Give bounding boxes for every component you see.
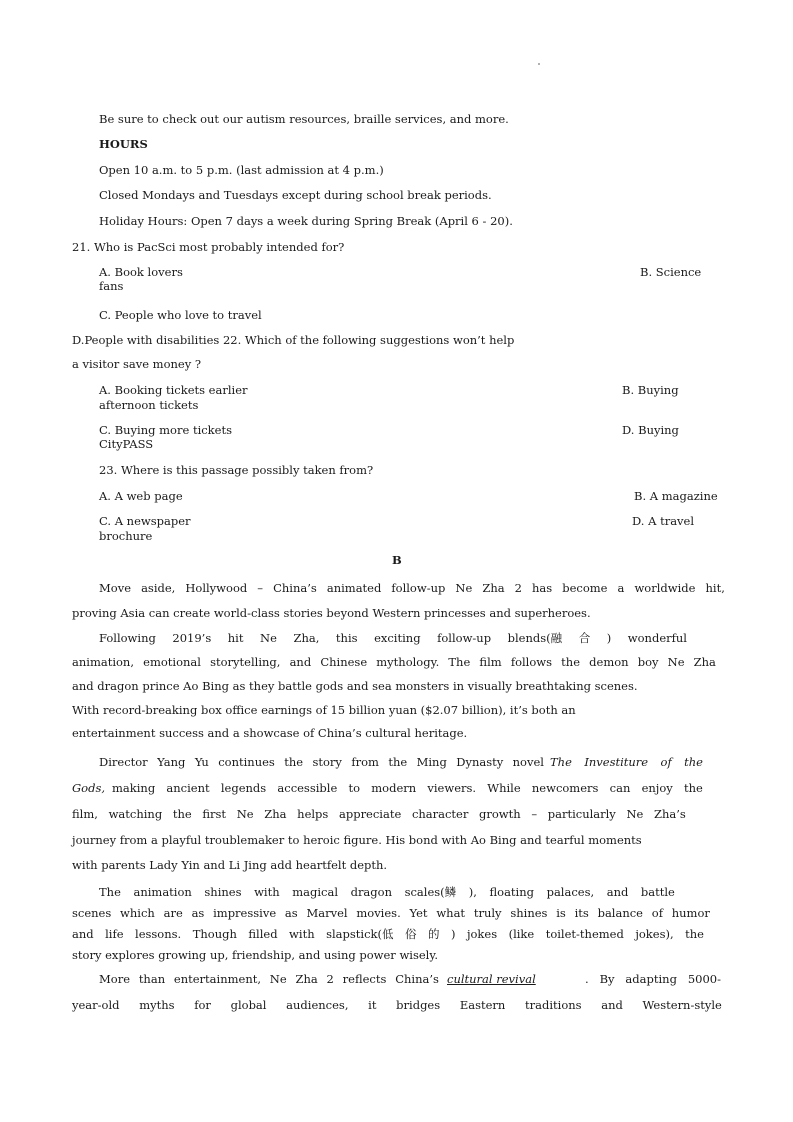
word: it	[368, 998, 377, 1012]
q22-stem-cont: a visitor save money ?	[72, 357, 202, 371]
word: The	[99, 885, 121, 899]
word: 2	[514, 581, 522, 595]
q21-option-a: A. Book lovers	[99, 265, 183, 279]
word: .	[585, 972, 589, 986]
word: impressive	[213, 906, 277, 920]
word: Ne	[269, 972, 287, 986]
word: The	[448, 655, 471, 669]
word: bridges	[396, 998, 441, 1012]
word: continues	[218, 755, 275, 769]
word: dragon	[350, 885, 392, 899]
word: 合	[578, 631, 591, 645]
q22-option-a: A. Booking tickets earlier	[99, 383, 248, 397]
word: the	[284, 755, 304, 769]
p5-line-1-after	[585, 972, 721, 986]
word: hit,	[705, 581, 725, 595]
scan-speck	[538, 63, 540, 65]
word: as	[284, 906, 298, 920]
p3-book-title-part-1	[550, 755, 703, 769]
word: film	[479, 655, 502, 669]
word: a	[617, 581, 625, 595]
word: Hollywood	[185, 581, 248, 595]
word: filled	[248, 927, 278, 941]
word: what	[436, 906, 466, 920]
word: the	[172, 807, 192, 821]
word: novel	[512, 755, 544, 769]
word: 的	[427, 927, 440, 941]
word: Yang	[157, 755, 186, 769]
q23-option-d-wrap: brochure	[99, 529, 153, 543]
word: slapstick(低	[326, 927, 394, 941]
word: first	[202, 807, 227, 821]
word: the	[561, 655, 581, 669]
word: shines	[510, 906, 548, 920]
word: Ne	[260, 631, 277, 645]
word: story	[312, 755, 342, 769]
word: audiences,	[286, 998, 349, 1012]
q23-stem: 23. Where is this passage possibly taken from?	[99, 463, 374, 477]
q23-option-a: A. A web page	[99, 489, 183, 503]
word: year-old	[72, 998, 120, 1012]
word: movies.	[356, 906, 401, 920]
word: toilet-themed	[545, 927, 624, 941]
closed-days-line: Closed Mondays and Tuesdays except during school break periods.	[99, 188, 492, 202]
word: adapting	[625, 972, 677, 986]
word: character	[411, 807, 469, 821]
section-b-heading: B	[392, 553, 402, 567]
word: as	[191, 906, 205, 920]
word: accessible	[277, 781, 338, 795]
word: watching	[108, 807, 163, 821]
q21-option-b-wrap: fans	[99, 279, 124, 293]
word: with	[254, 885, 280, 899]
word: than	[138, 972, 166, 986]
q22-option-b: B. Buying	[622, 383, 679, 397]
word: follows	[510, 655, 553, 669]
word: Chinese	[320, 655, 368, 669]
word: making	[112, 781, 156, 795]
word: truly	[473, 906, 502, 920]
word: the	[388, 755, 408, 769]
q23-option-d: D. A travel	[632, 514, 695, 528]
word: the	[684, 755, 703, 769]
word: By	[599, 972, 615, 986]
word: lessons.	[135, 927, 182, 941]
word: Zha	[264, 807, 287, 821]
word: follow-up	[437, 631, 492, 645]
word: with	[289, 927, 315, 941]
p4-line-4: story explores growing up, friendship, and using power wisely.	[72, 948, 438, 962]
word: palaces,	[546, 885, 595, 899]
p4-line-3	[72, 927, 704, 941]
q22-option-c: C. Buying more tickets	[99, 423, 232, 437]
word: life	[105, 927, 124, 941]
word: balance	[597, 906, 643, 920]
word: Dynasty	[456, 755, 504, 769]
word: exciting	[374, 631, 421, 645]
word: )	[606, 631, 612, 645]
word: floating	[489, 885, 534, 899]
q22-option-b-wrap: afternoon tickets	[99, 398, 199, 412]
word: Move	[99, 581, 132, 595]
p3-line-3	[72, 807, 686, 821]
word: viewers.	[427, 781, 477, 795]
word: its	[574, 906, 589, 920]
word: for	[194, 998, 211, 1012]
p5-line-1-before	[99, 972, 439, 986]
word: Yu	[194, 755, 209, 769]
word: ),	[468, 885, 477, 899]
word: and	[601, 998, 623, 1012]
word: follow-up	[391, 581, 446, 595]
word: hit	[227, 631, 244, 645]
word: 俗	[404, 927, 417, 941]
word: demon	[589, 655, 629, 669]
word: enjoy	[641, 781, 673, 795]
word: More	[99, 972, 131, 986]
word: (like	[508, 927, 535, 941]
word: can	[609, 781, 631, 795]
word: 2	[326, 972, 334, 986]
p2-line-4: With record-breaking box office earnings of 15 billion yuan ($2.07 billion), it’s both an	[72, 703, 576, 717]
word: Zha,	[293, 631, 320, 645]
word: helps	[297, 807, 329, 821]
word: humor	[671, 906, 710, 920]
p3-line-1-text	[99, 755, 544, 769]
p3-book-title-part-2: Gods,	[72, 781, 106, 795]
p3-line-5: with parents Lady Yin and Li Jing add heartfelt depth.	[72, 858, 388, 872]
word: and	[72, 927, 94, 941]
q21-option-b: B. Science	[640, 265, 702, 279]
word: The	[550, 755, 572, 769]
p3-line-4: journey from a playful troublemaker to heroic figure. His bond with Ao Bing and tearful moments	[72, 833, 642, 847]
q22-option-d: D. Buying	[622, 423, 679, 437]
word: wonderful	[627, 631, 687, 645]
word: growth	[479, 807, 521, 821]
p2-line-1	[99, 631, 687, 645]
word: Investiture	[584, 755, 649, 769]
word: modern	[371, 781, 417, 795]
word: animation	[133, 885, 192, 899]
word: legends	[220, 781, 267, 795]
word: and	[606, 885, 629, 899]
word: Ming	[416, 755, 447, 769]
word: is	[556, 906, 566, 920]
word: Ne	[236, 807, 254, 821]
word: Ne	[455, 581, 473, 595]
resources-line: Be sure to check out our autism resources, braille services, and more.	[99, 112, 509, 126]
word: magical	[292, 885, 338, 899]
word: jokes),	[635, 927, 674, 941]
word: film,	[72, 807, 98, 821]
word: newcomers	[531, 781, 599, 795]
word: Ne	[626, 807, 644, 821]
word: entertainment,	[173, 972, 261, 986]
p4-line-1	[99, 885, 675, 899]
word: aside,	[141, 581, 176, 595]
word: to	[348, 781, 361, 795]
word: While	[487, 781, 521, 795]
word: has	[532, 581, 553, 595]
p2-line-2	[72, 655, 716, 669]
word: mythology.	[376, 655, 440, 669]
word: animated	[326, 581, 382, 595]
word: Director	[99, 755, 148, 769]
word: appreciate	[338, 807, 402, 821]
word: battle	[640, 885, 675, 899]
word: and	[289, 655, 312, 669]
q21-option-d-and-q22-stem: D.People with disabilities 22. Which of the following suggestions won’t help	[72, 333, 515, 347]
word: ancient	[166, 781, 210, 795]
p3-line-2-text	[112, 781, 703, 795]
word: this	[335, 631, 358, 645]
word: traditions	[525, 998, 582, 1012]
word: the	[685, 927, 704, 941]
word: Ne	[667, 655, 685, 669]
word: the	[684, 781, 703, 795]
word: Zha	[482, 581, 505, 595]
word: Western-style	[642, 998, 722, 1012]
word: 2019’s	[172, 631, 212, 645]
cultural-revival-underlined: cultural revival	[447, 972, 536, 986]
word: Following	[99, 631, 156, 645]
word: myths	[139, 998, 175, 1012]
q22-option-d-wrap: CityPASS	[99, 437, 154, 451]
p1-line-1	[99, 581, 725, 595]
word: are	[163, 906, 183, 920]
word: Yet	[409, 906, 428, 920]
word: Zha	[295, 972, 318, 986]
word: blends(融	[507, 631, 563, 645]
word: jokes	[466, 927, 498, 941]
word: Though	[192, 927, 237, 941]
word: storytelling,	[210, 655, 281, 669]
word: shines	[204, 885, 242, 899]
word: particularly	[547, 807, 616, 821]
word: which	[120, 906, 155, 920]
p4-line-2	[72, 906, 710, 920]
word: scenes	[72, 906, 112, 920]
p2-line-3: and dragon prince Ao Bing as they battle gods and sea monsters in visually breathtaking scenes.	[72, 679, 638, 693]
word: of	[660, 755, 672, 769]
word: Eastern	[459, 998, 506, 1012]
q21-option-c: C. People who love to travel	[99, 308, 262, 322]
word: Zha	[693, 655, 716, 669]
word: boy	[637, 655, 659, 669]
p1-line-2: proving Asia can create world-class stories beyond Western princesses and superheroes.	[72, 606, 591, 620]
word: emotional	[143, 655, 201, 669]
p5-line-2	[72, 998, 722, 1012]
word: China’s	[395, 972, 439, 986]
word: worldwide	[634, 581, 696, 595]
holiday-hours-line: Holiday Hours: Open 7 days a week during Spring Break (April 6 - 20).	[99, 214, 513, 228]
word: scales(鳞	[404, 885, 457, 899]
open-hours-line: Open 10 a.m. to 5 p.m. (last admission at 4 p.m.)	[99, 163, 384, 177]
word: from	[351, 755, 379, 769]
word: Zha’s	[654, 807, 686, 821]
word: reflects	[342, 972, 387, 986]
word: –	[531, 807, 538, 821]
q21-stem: 21. Who is PacSci most probably intended for?	[72, 240, 345, 254]
word: –	[257, 581, 264, 595]
word: Marvel	[306, 906, 348, 920]
q23-option-c: C. A newspaper	[99, 514, 191, 528]
word: become	[562, 581, 608, 595]
word: China’s	[273, 581, 317, 595]
word: of	[651, 906, 663, 920]
word: global	[230, 998, 267, 1012]
q23-option-b: B. A magazine	[634, 489, 718, 503]
word: )	[450, 927, 456, 941]
word: 5000-	[687, 972, 721, 986]
word: animation,	[72, 655, 134, 669]
p2-line-5: entertainment success and a showcase of China’s cultural heritage.	[72, 726, 468, 740]
hours-heading: HOURS	[99, 137, 148, 151]
